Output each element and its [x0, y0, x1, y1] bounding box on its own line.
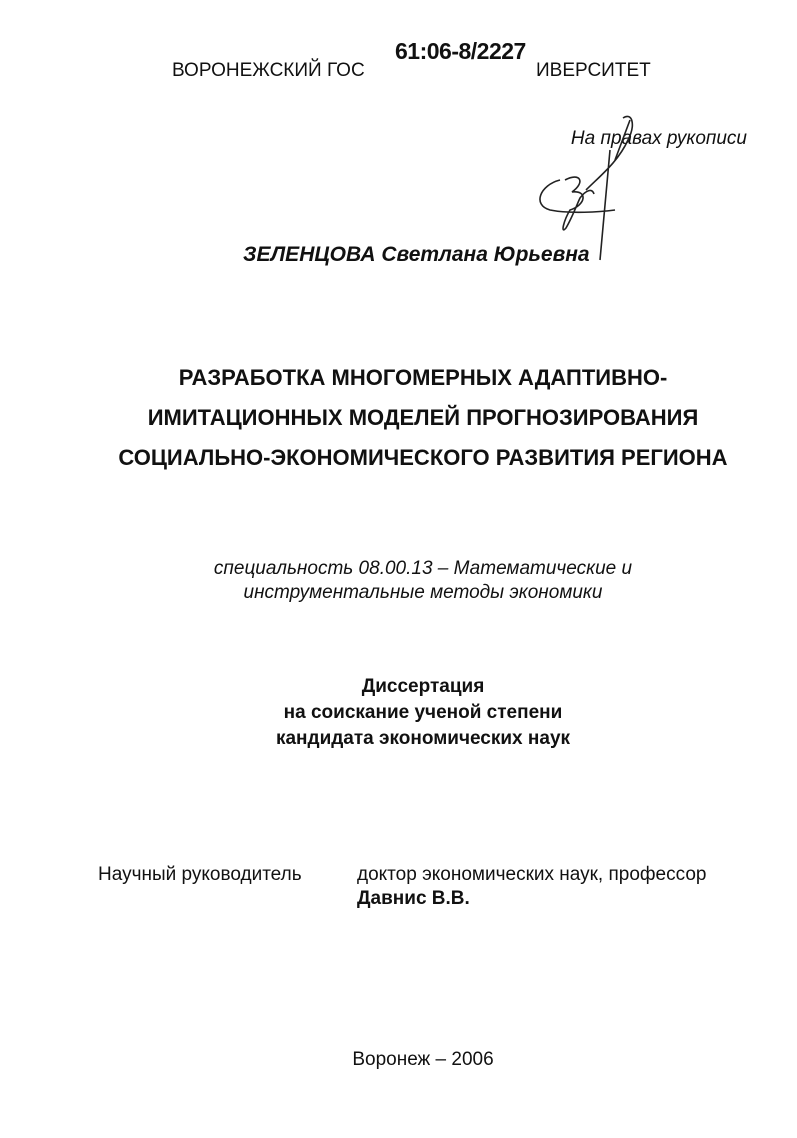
specialty	[0, 557, 797, 605]
supervisor-label: Научный руководитель	[98, 864, 302, 885]
title-line: РАЗРАБОТКА МНОГОМЕРНЫХ АДАПТИВНО-	[178, 365, 668, 390]
specialty-line: инструментальные методы экономики	[243, 582, 603, 603]
title-line: СОЦИАЛЬНО-ЭКОНОМИЧЕСКОГО РАЗВИТИЯ РЕГИОНА	[118, 445, 728, 470]
university-name-left: ВОРОНЕЖСКИЙ ГОС	[172, 60, 365, 81]
degree-line: на соискание ученой степени	[283, 702, 563, 723]
specialty-line: специальность 08.00.13 – Математические и	[213, 558, 633, 579]
supervisor-name: Давнис В.В.	[357, 888, 470, 909]
dissertation-title	[0, 358, 797, 478]
supervisor-degree: доктор экономических наук, профессор	[357, 864, 707, 885]
degree-line: кандидата экономических наук	[275, 728, 571, 749]
degree-line: Диссертация	[361, 676, 485, 697]
author-name: ЗЕЛЕНЦОВА Светлана Юрьевна	[243, 243, 590, 266]
manuscript-rights-note: На правах рукописи	[570, 128, 747, 149]
library-stamp-number: 61:06-8/2227	[395, 38, 526, 64]
title-line: ИМИТАЦИОННЫХ МОДЕЛЕЙ ПРОГНОЗИРОВАНИЯ	[147, 405, 699, 430]
degree-statement	[0, 674, 797, 752]
university-name-right: ИВЕРСИТЕТ	[536, 60, 651, 81]
place-and-year: Воронеж – 2006	[352, 1049, 494, 1070]
